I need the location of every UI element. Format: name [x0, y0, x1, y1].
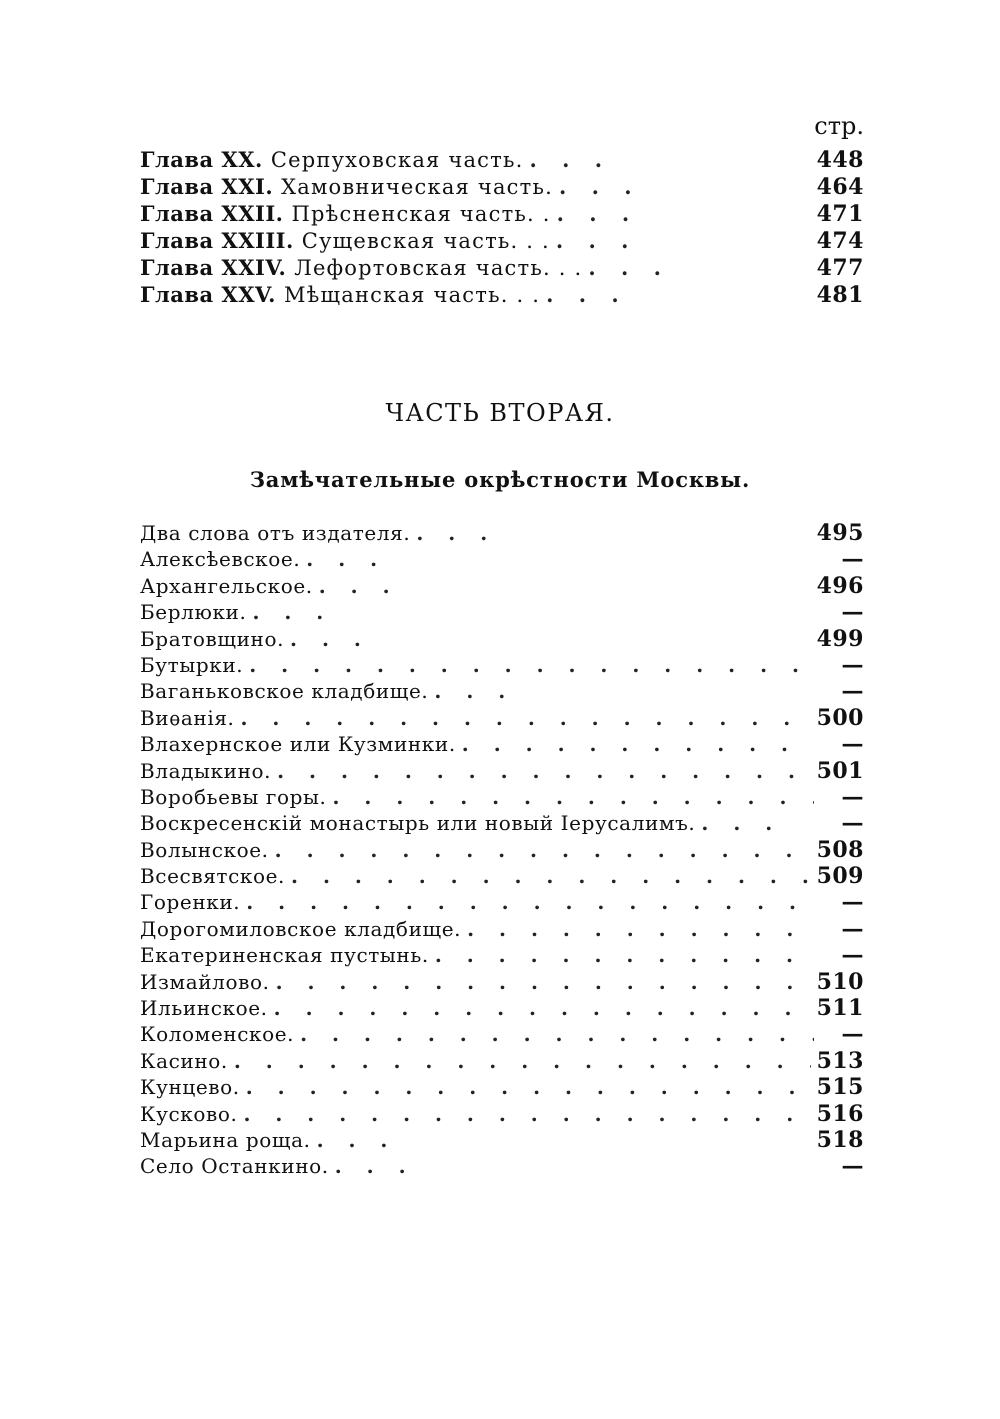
page-number: 508 — [816, 836, 864, 863]
dot-leader — [556, 227, 811, 254]
dot-leader — [588, 254, 810, 281]
page-number: — — [841, 783, 864, 810]
entry-title: Бутырки. — [140, 652, 244, 677]
chapter-row — [140, 146, 864, 173]
dot-leader — [234, 1048, 811, 1074]
page-column-label: стр. — [814, 112, 864, 140]
entry-row — [140, 731, 864, 757]
chapter-number: Глава XXI. — [140, 174, 274, 199]
dot-leader — [435, 942, 814, 968]
entry-row — [140, 995, 864, 1021]
entry-title: Воробьевы горы. — [140, 784, 327, 809]
entry-row — [140, 1048, 864, 1074]
entry-title: Марьина роща. — [140, 1127, 311, 1152]
entry-row — [140, 652, 864, 678]
entry-row — [140, 1153, 864, 1179]
entry-row — [140, 573, 864, 599]
entry-title: Виѳанія. — [140, 705, 235, 730]
dot-leader — [300, 1021, 814, 1047]
page-number: 516 — [816, 1100, 864, 1127]
dot-leader — [529, 146, 810, 173]
entry-title: Воскресенскій монастырь или новый Іерусалимъ. — [140, 811, 696, 836]
entry-title: Коломенское. — [140, 1022, 295, 1047]
page-number: — — [841, 889, 864, 916]
entry-title: Ильинское. — [140, 996, 268, 1021]
chapter-title: Серпуховская часть. — [270, 148, 524, 172]
entry-title: Кунцево. — [140, 1075, 240, 1100]
chapter-title: Лефортовская часть. . . — [294, 256, 583, 280]
page-number: 499 — [816, 625, 864, 652]
dot-leader — [243, 1101, 810, 1127]
page-number: — — [841, 942, 864, 969]
entry-row — [140, 705, 864, 731]
page-number: 501 — [816, 757, 864, 784]
page-number: 471 — [816, 201, 864, 227]
dot-leader — [332, 784, 814, 810]
dot-leader — [306, 546, 814, 572]
dot-leader — [275, 837, 811, 863]
dot-leader — [277, 758, 810, 784]
entry-row — [140, 863, 864, 889]
chapter-title: Сущевская часть. . . — [301, 229, 550, 253]
entry-row — [140, 520, 864, 546]
page-number: 481 — [816, 282, 864, 308]
chapter-title: Мѣщанская часть. . . — [283, 283, 541, 307]
dot-leader — [249, 652, 814, 678]
page-number: — — [841, 599, 864, 626]
entry-title: Горенки. — [140, 890, 241, 915]
page-number: 448 — [816, 147, 864, 173]
chapter-title: Прѣсненская часть. . — [291, 202, 551, 226]
chapter-number: Глава XXII. — [140, 201, 284, 226]
entry-row — [140, 678, 864, 704]
chapter-row — [140, 200, 864, 227]
chapter-row — [140, 173, 864, 200]
dot-leader — [335, 1153, 814, 1179]
dot-leader — [416, 520, 810, 546]
entry-title: Архангельское. — [140, 573, 313, 598]
entry-title: Волынское. — [140, 837, 269, 862]
page-number: 500 — [816, 704, 864, 731]
page-number: — — [841, 1021, 864, 1048]
chapter-number: Глава XXIV. — [140, 255, 287, 280]
entry-title: Всесвятское. — [140, 864, 286, 889]
page-number: — — [841, 731, 864, 758]
dot-leader — [467, 916, 814, 942]
dot-leader — [319, 573, 811, 599]
dot-leader — [434, 678, 814, 704]
part-heading: ЧАСТЬ ВТОРАЯ. — [385, 399, 615, 427]
chapter-number: Глава XXV. — [140, 282, 276, 307]
entry-row — [140, 1021, 864, 1047]
dot-leader — [559, 173, 811, 200]
entry-row — [140, 837, 864, 863]
page-number: 518 — [816, 1126, 864, 1153]
entry-row — [140, 810, 864, 836]
dot-leader — [274, 995, 811, 1021]
page-number: — — [841, 546, 864, 573]
entry-title: Алексѣевское. — [140, 547, 301, 572]
dot-leader — [252, 599, 814, 625]
dot-leader — [462, 731, 814, 757]
page-number: — — [841, 1153, 864, 1180]
dot-leader — [701, 810, 814, 836]
chapter-number: Глава XXIII. — [140, 228, 294, 253]
page-number: 496 — [816, 572, 864, 599]
entry-row — [140, 1101, 864, 1127]
dot-leader — [291, 863, 811, 889]
part-subheading: Замѣчательные окрѣстности Москвы. — [249, 467, 751, 492]
page-number: 477 — [816, 255, 864, 281]
chapter-row — [140, 227, 864, 254]
chapter-row — [140, 281, 864, 308]
entry-title: Екатериненская пустынь. — [140, 943, 429, 968]
entry-list — [140, 520, 864, 1180]
page-number: 515 — [816, 1074, 864, 1101]
entry-title: Дорогомиловское кладбище. — [140, 916, 462, 941]
chapter-number: Глава XX. — [140, 147, 263, 172]
dot-leader — [241, 705, 811, 731]
dot-leader — [276, 969, 811, 995]
entry-row — [140, 546, 864, 572]
entry-row — [140, 599, 864, 625]
page-number: — — [841, 810, 864, 837]
page-number: 464 — [816, 174, 864, 200]
dot-leader — [246, 1074, 811, 1100]
entry-row — [140, 969, 864, 995]
entry-row — [140, 758, 864, 784]
page-number: — — [841, 651, 864, 678]
dot-leader — [246, 889, 814, 915]
page-number: 509 — [816, 863, 864, 890]
entry-title: Влахернское или Кузминки. — [140, 732, 456, 757]
entry-title: Село Останкино. — [140, 1154, 329, 1179]
page-number: 495 — [816, 520, 864, 546]
entry-row — [140, 1074, 864, 1100]
entry-row — [140, 626, 864, 652]
entry-title: Братовщино. — [140, 626, 285, 651]
dot-leader — [317, 1127, 811, 1153]
entry-title: Два слова отъ издателя. — [140, 521, 411, 545]
entry-title: Касино. — [140, 1048, 228, 1073]
entry-title: Берлюки. — [140, 600, 247, 625]
chapter-list — [140, 146, 864, 308]
entry-title: Ваганьковское кладбище. — [140, 679, 429, 704]
entry-title: Измайлово. — [140, 969, 270, 994]
chapter-row — [140, 254, 864, 281]
dot-leader — [546, 281, 810, 308]
chapter-title: Хамовническая часть. — [281, 175, 553, 199]
page-number: 510 — [816, 968, 864, 995]
page-number: — — [841, 915, 864, 942]
entry-title: Владыкино. — [140, 758, 272, 783]
entry-row — [140, 784, 864, 810]
page-number: — — [841, 678, 864, 705]
entry-row — [140, 1127, 864, 1153]
page-number: 474 — [816, 228, 864, 254]
page-number: 513 — [816, 1047, 864, 1074]
entry-row — [140, 916, 864, 942]
page-number: 511 — [816, 995, 864, 1022]
dot-leader — [290, 626, 811, 652]
entry-row — [140, 889, 864, 915]
dot-leader — [557, 200, 811, 227]
entry-title: Кусково. — [140, 1101, 238, 1126]
entry-row — [140, 942, 864, 968]
